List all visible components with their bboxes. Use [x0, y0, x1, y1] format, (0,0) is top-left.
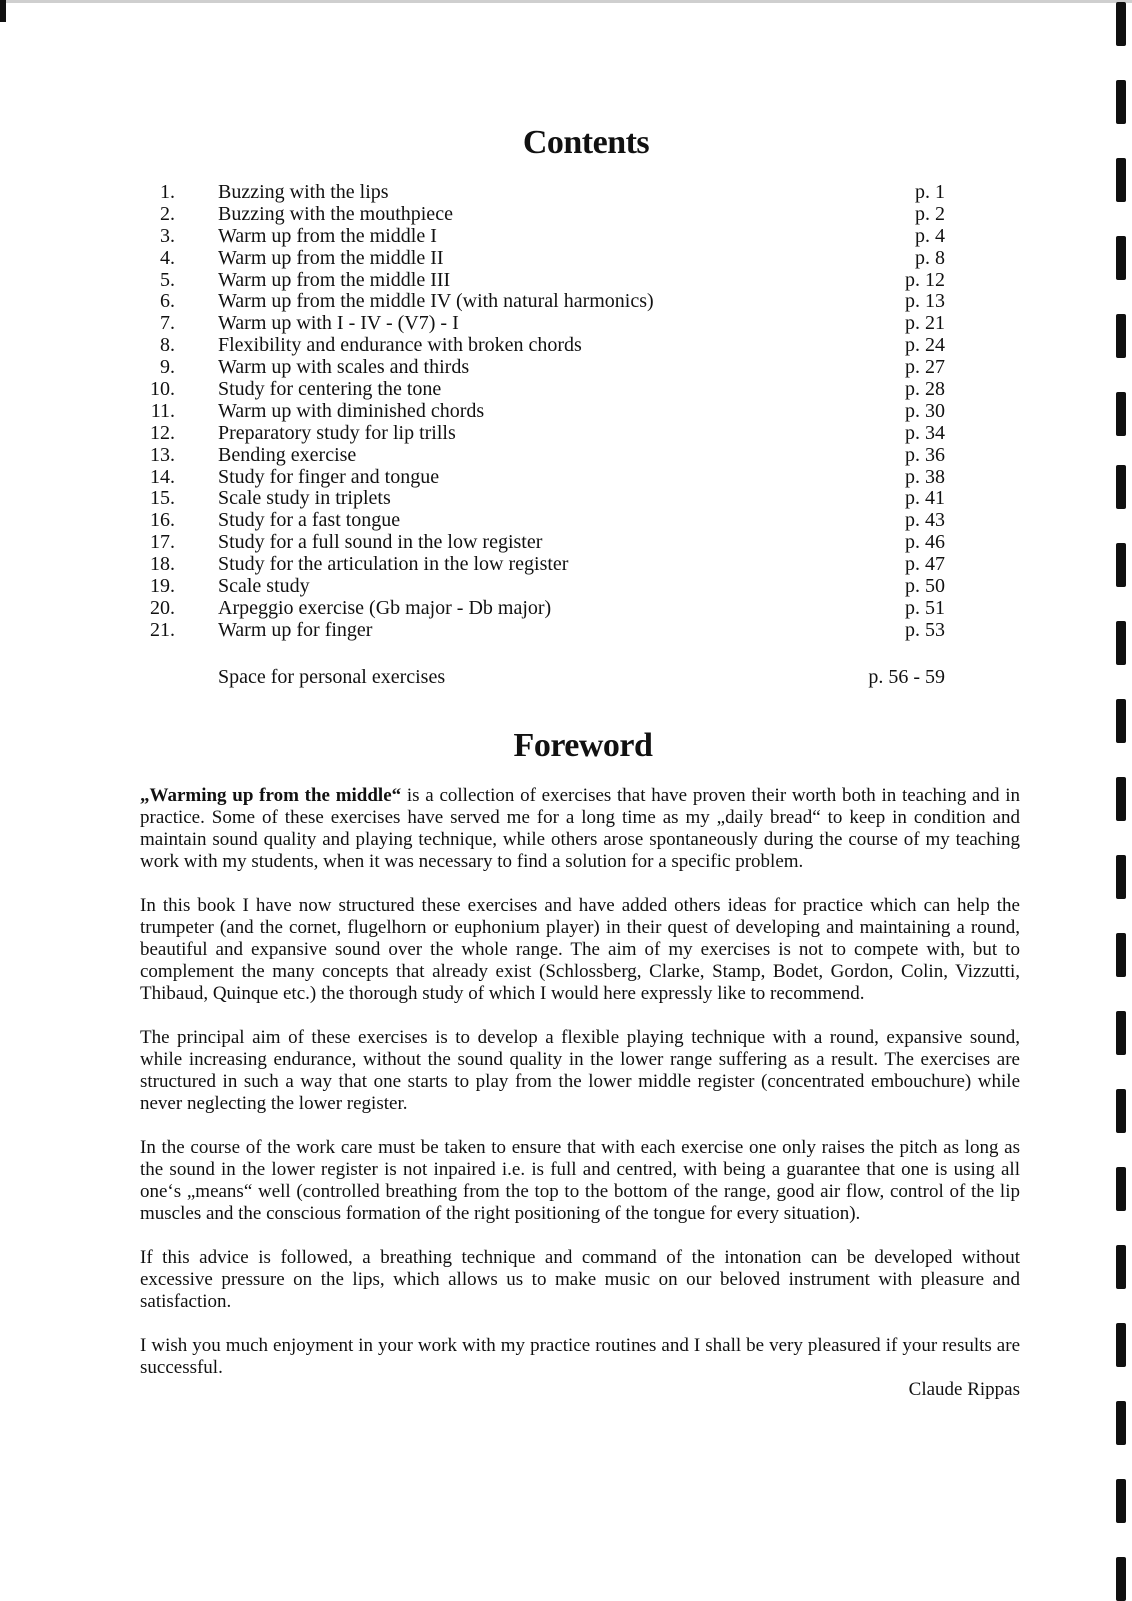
toc-entry-number: 10.	[150, 378, 175, 401]
toc-entry	[130, 248, 945, 270]
toc-entry-page: p. 4	[915, 224, 945, 247]
foreword-paragraph-4: In the course of the work care must be taken to ensure that with each exercise one only raises the pitch as long as the sound in the lower register is not inpaired i.e. is full and centred, with being a guarantee that one is using all one‘s „means“ well (controlled breathing from the top to the bottom of the range, good air flow, control of the lip muscles and the conscious formation of the right positioning of the tongue for every situation).	[140, 1137, 1020, 1224]
toc-entry-page: p. 21	[905, 312, 945, 335]
toc-entry-number: 4.	[160, 246, 175, 269]
toc-entry-page: p. 46	[905, 531, 945, 554]
toc-entry	[130, 532, 945, 554]
foreword-paragraph-1	[140, 785, 1020, 873]
toc-entry-title: Study for a fast tongue	[218, 509, 401, 532]
toc-entry-title: Warm up for finger	[218, 618, 373, 641]
toc-entry-title: Warm up from the middle III	[218, 268, 451, 291]
foreword-paragraph-6: I wish you much enjoyment in your work with my practice routines and I shall be very pleasured if your results are successful.	[140, 1335, 1020, 1378]
toc-entry-number: 15.	[150, 487, 175, 510]
toc-entry-number: 2.	[160, 202, 175, 225]
toc-entry	[130, 291, 945, 313]
toc-entry	[130, 423, 945, 445]
toc-entry-number: 20.	[150, 596, 175, 619]
author-signature: Claude Rippas	[908, 1379, 1020, 1400]
toc-extra-page: p. 56 - 59	[868, 666, 945, 688]
toc-entry-title: Scale study in triplets	[218, 487, 391, 510]
toc-entry-title: Warm up with diminished chords	[218, 399, 485, 422]
toc-extra-title: Space for personal exercises	[218, 666, 446, 688]
scan-left-edge-mark	[0, 0, 6, 22]
foreword-book-title: „Warming up from the middle“	[140, 785, 402, 806]
toc-entry	[130, 357, 945, 379]
scan-top-edge	[0, 0, 1132, 3]
toc-entry-number: 19.	[150, 575, 175, 598]
foreword-paragraph-2: In this book I have now structured these exercises and have added others ideas for practice which can help the trumpeter (and the cornet, flugelhorn or euphonium player) in their quest of developing and maintaining a round, beautiful and expansive sound over the whole range. The aim of my exercises is not to compete with, but to complement the many concepts that already exist (Schlossberg, Clarke, Stamp, Bodet, Gordon, Colin, Vizzutti, Thibaud, Quinque etc.) the thorough study of which I would here expressly like to recommend.	[140, 895, 1020, 1004]
toc-entry-title: Flexibility and endurance with broken chords	[218, 334, 582, 357]
toc-entry-page: p. 43	[905, 509, 945, 532]
toc-entry	[130, 401, 945, 423]
toc-entry	[130, 313, 945, 335]
toc-entry-title: Study for centering the tone	[218, 378, 442, 401]
toc-entry-number: 8.	[160, 334, 175, 357]
toc-entry	[130, 335, 945, 357]
toc-entry-page: p. 38	[905, 465, 945, 488]
toc-entry-number: 11.	[150, 399, 175, 422]
toc-entry	[130, 445, 945, 467]
toc-entry-title: Study for the articulation in the low register	[218, 553, 569, 576]
foreword-paragraph-5: If this advice is followed, a breathing technique and command of the intonation can be developed without excessive pressure on the lips, which allows us to make music on our beloved instrument with pleasure and satisfaction.	[140, 1247, 1020, 1312]
toc-entry	[130, 270, 945, 292]
toc-entry-title: Bending exercise	[218, 443, 357, 466]
toc-entry-page: p. 28	[905, 378, 945, 401]
toc-entry-page: p. 12	[905, 268, 945, 291]
toc-entry-title: Scale study	[218, 575, 310, 598]
toc-entry-page: p. 27	[905, 356, 945, 379]
toc-entry	[130, 379, 945, 401]
toc-entry-number: 6.	[160, 290, 175, 313]
toc-entry-title: Warm up with scales and thirds	[218, 356, 470, 379]
toc-entry-page: p. 13	[905, 290, 945, 313]
contents-heading: Contents	[522, 124, 650, 161]
toc-entry-page: p. 2	[915, 202, 945, 225]
table-of-contents	[130, 182, 945, 642]
foreword-heading: Foreword	[513, 727, 653, 764]
toc-entry	[130, 467, 945, 489]
toc-entry	[130, 510, 945, 532]
toc-entry	[130, 226, 945, 248]
toc-entry-number: 12.	[150, 421, 175, 444]
toc-entry-page: p. 30	[905, 399, 945, 422]
toc-entry	[130, 204, 945, 226]
toc-entry-page: p. 1	[915, 181, 945, 203]
toc-entry-page: p. 51	[905, 596, 945, 619]
toc-entry-page: p. 36	[905, 443, 945, 466]
toc-entry-number: 9.	[160, 356, 175, 379]
toc-entry-page: p. 53	[905, 618, 945, 641]
toc-entry-page: p. 34	[905, 421, 945, 444]
toc-entry-title: Preparatory study for lip trills	[218, 421, 456, 444]
toc-entry-title: Warm up from the middle II	[218, 246, 444, 269]
spiral-binding	[1108, 0, 1132, 1600]
toc-entry-title: Study for finger and tongue	[218, 465, 440, 488]
toc-entry-title: Arpeggio exercise (Gb major - Db major)	[218, 596, 552, 619]
toc-entry-page: p. 24	[905, 334, 945, 357]
toc-entry	[130, 598, 945, 620]
toc-entry-title: Warm up from the middle IV (with natural harmonics)	[218, 290, 654, 313]
toc-entry-number: 21.	[150, 618, 175, 641]
toc-entry-page: p. 50	[905, 575, 945, 598]
toc-entry-number: 18.	[150, 553, 175, 576]
toc-entry-number: 17.	[150, 531, 175, 554]
toc-entry-number: 13.	[150, 443, 175, 466]
toc-entry-title: Study for a full sound in the low register	[218, 531, 543, 554]
toc-entry-number: 14.	[150, 465, 175, 488]
toc-entry-number: 16.	[150, 509, 175, 532]
foreword-paragraph-3: The principal aim of these exercises is to develop a flexible playing technique with a round, expansive sound, while increasing endurance, without the sound quality in the lower range suffering as a result. The exercises are structured in such a way that one starts to play from the lower middle register (concentrated embouchure) while never neglecting the lower register.	[140, 1027, 1020, 1114]
toc-entry-number: 5.	[160, 268, 175, 291]
toc-entry-number: 7.	[160, 312, 175, 335]
toc-entry	[130, 576, 945, 598]
toc-entry-page: p. 41	[905, 487, 945, 510]
toc-entry	[130, 554, 945, 576]
toc-entry-title: Buzzing with the mouthpiece	[218, 202, 453, 225]
foreword-body	[140, 785, 1020, 1401]
toc-entry-page: p. 47	[905, 553, 945, 576]
toc-entry	[130, 620, 945, 642]
toc-entry	[130, 182, 945, 204]
toc-entry-number: 3.	[160, 224, 175, 247]
toc-entry	[130, 488, 945, 510]
toc-entry-title: Warm up from the middle I	[218, 224, 437, 247]
toc-entry-page: p. 8	[915, 246, 945, 269]
foreword-paragraph-1-text: is a collection of exercises that have proven their worth both in teaching and in practice. Some of these exercises have served me for a long time as my „daily bread“ to keep in condition and maintain sound quality and playing technique, while others arose spontaneously during the course of my teaching work with my students, when it was necessary to find a solution for a specific problem.	[140, 785, 1020, 872]
toc-entry-number: 1.	[160, 181, 175, 203]
toc-entry-title: Warm up with I - IV - (V7) - I	[218, 312, 459, 335]
toc-extra-entry	[130, 666, 945, 688]
toc-entry-title: Buzzing with the lips	[218, 181, 389, 203]
